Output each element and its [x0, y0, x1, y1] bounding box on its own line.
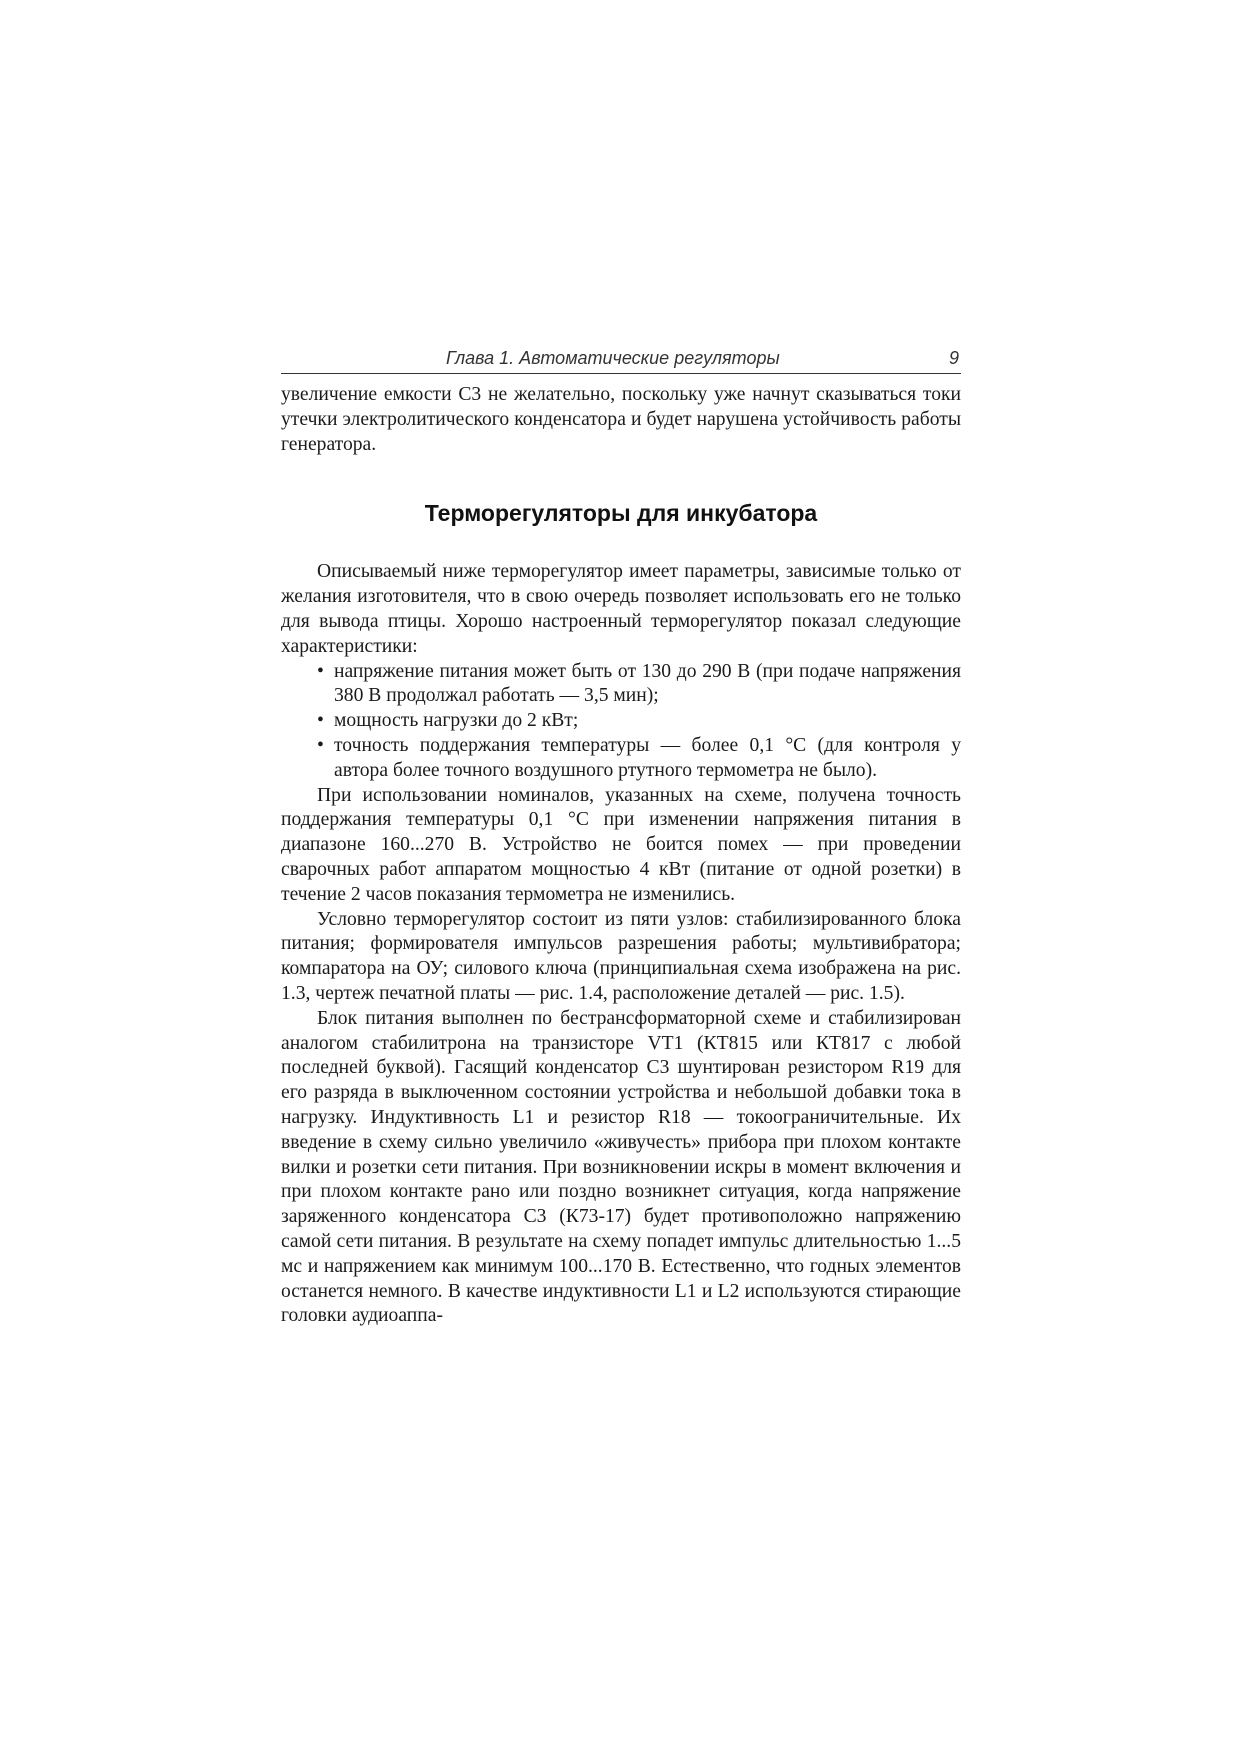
- paragraph-3: Условно терморегулятор состоит из пяти узлов: стабилизированного блока питания; формирователя импульсов разрешения работы; мультивибратора; компаратора на ОУ; силового ключа (принципиальная схема изображена на рис. 1.3, чертеж печатной платы — рис. 1.4, расположение деталей — рис. 1.5).: [281, 908, 961, 1004]
- bullet-icon: •: [317, 710, 324, 732]
- bullet-icon: •: [317, 660, 324, 682]
- paragraph-1: Описываемый ниже терморегулятор имеет параметры, зависимые только от желания изготовителя, что в свою очередь позволяет использовать его не только для вывода птицы. Хорошо настроенный терморегулятор показал следующие характеристики:: [281, 561, 961, 657]
- spec-list: [281, 660, 961, 784]
- section-title: Терморегуляторы для инкубатора: [424, 500, 818, 527]
- paragraph-2: При использовании номиналов, указанных на схеме, получена точность поддержания температуры 0,1 °С при изменении напряжения питания в диапазоне 160...270 В. Устройство не боится помех — при проведении сварочных работ аппаратом мощностью 4 кВт (питание от одной розетки) в течение 2 часов показания термометра не изменились.: [281, 784, 961, 905]
- intro-paragraph: увеличение емкости С3 не желательно, поскольку уже начнут сказываться токи утечки электролитического конденсатора и будет нарушена устойчивость работы генератора.: [281, 384, 961, 455]
- list-item-text: мощность нагрузки до 2 кВт;: [334, 710, 579, 732]
- chapter-title: Глава 1. Автоматические регуляторы: [446, 348, 780, 368]
- list-item: [317, 660, 961, 710]
- page-content: [281, 348, 961, 1329]
- bullet-icon: •: [317, 734, 324, 756]
- list-item: [317, 734, 961, 784]
- list-item: [317, 709, 961, 734]
- paragraph-4: Блок питания выполнен по бестрансформаторной схеме и стабилизирован аналогом стабилитрона на транзисторе VT1 (КТ815 или КТ817 с любой последней буквой). Гасящий конденсатор С3 шунтирован резистором R19 для его разряда в выключенном состоянии устройства и небольшой добавки тока в нагрузку. Индуктивность L1 и резистор R18 — токоограничительные. Их введение в схему сильно увеличило «живучесть» прибора при плохом контакте вилки и розетки сети питания. При возникновении искры в момент включения и при плохом контакте рано или поздно возникнет ситуация, когда напряжение заряженного конденсатора С3 (К73-17) будет противоположно напряжению самой сети питания. В результате на схему попадет импульс длительностью 1...5 мс и напряжением как минимум 100...170 В. Естественно, что годных элементов останется немного. В качестве индуктивности L1 и L2 используются стирающие головки аудиоаппа-: [281, 1007, 961, 1327]
- running-header: [281, 348, 961, 374]
- list-item-text: напряжение питания может быть от 130 до 290 В (при подаче напряжения 380 В продолжал работать — 3,5 мин);: [334, 660, 961, 707]
- list-item-text: точность поддержания температуры — более 0,1 °С (для контроля у автора более точного воздушного ртутного термометра не было).: [334, 734, 961, 781]
- page-number: 9: [948, 348, 959, 368]
